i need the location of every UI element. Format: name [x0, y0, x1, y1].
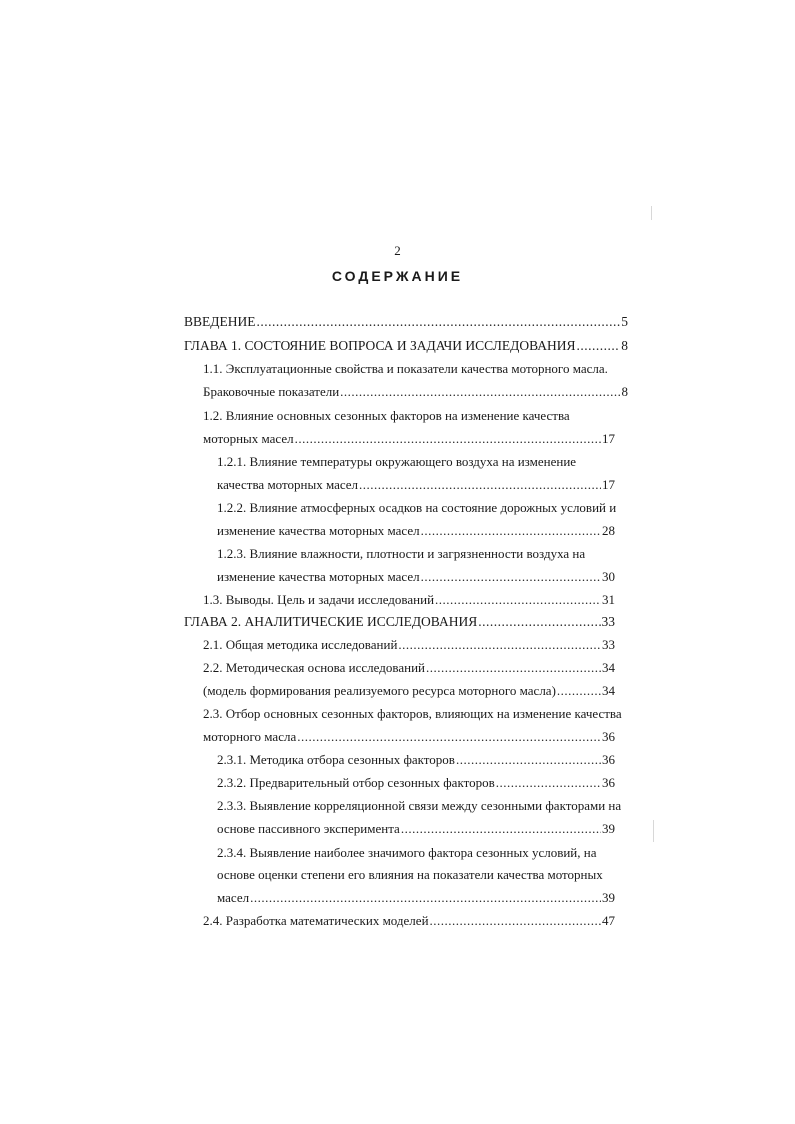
toc-dot-leader	[295, 431, 601, 447]
toc-dot-leader	[401, 821, 601, 837]
scan-artifact-mark	[653, 820, 654, 842]
toc-entry[interactable]	[203, 592, 615, 608]
toc-entry-text: 2.2. Методическая основа исследований	[203, 660, 425, 675]
toc-entry-text: 1.2.1. Влияние температуры окружающего воздуха на изменение	[217, 454, 577, 469]
toc-entry[interactable]	[184, 614, 615, 630]
toc-entry-text: (модель формирования реализуемого ресурса моторного масла)	[203, 683, 556, 698]
toc-entry-text: 1.2. Влияние основных сезонных факторов на изменение качества	[203, 408, 570, 423]
toc-entry-page: 34	[602, 660, 615, 675]
toc-dot-leader	[478, 614, 600, 630]
toc-entry[interactable]	[217, 775, 615, 791]
toc-entry-text: 2.1. Общая методика исследований	[203, 637, 398, 652]
toc-entry-text: 2.3.3. Выявление корреляционной связи между сезонными факторами на	[217, 798, 622, 813]
toc-entry[interactable]	[184, 314, 628, 330]
toc-entry[interactable]	[203, 706, 628, 722]
toc-dot-leader	[421, 523, 601, 539]
toc-entry-text: моторных масел	[203, 431, 294, 446]
toc-entry-text: 2.3. Отбор основных сезонных факторов, влияющих на изменение качества	[203, 706, 622, 721]
toc-entry-page: 36	[602, 775, 615, 790]
toc-entry-text: 1.2.2. Влияние атмосферных осадков на состояние дорожных условий и	[217, 500, 617, 515]
page-number: 2	[394, 243, 401, 258]
toc-entry-text: основе пассивного эксперимента	[217, 821, 400, 836]
toc-dot-leader	[577, 338, 621, 354]
toc-entry[interactable]	[217, 845, 615, 861]
toc-dot-leader	[421, 569, 601, 585]
toc-entry-text: ГЛАВА 1. СОСТОЯНИЕ ВОПРОСА И ЗАДАЧИ ИССЛЕДОВАНИЯ	[184, 338, 576, 353]
toc-entry-page: 36	[602, 729, 615, 744]
toc-entry[interactable]	[217, 752, 615, 768]
toc-entry-page: 39	[602, 821, 615, 836]
toc-entry[interactable]	[203, 913, 615, 929]
toc-entry[interactable]	[217, 500, 615, 516]
toc-entry[interactable]	[217, 821, 615, 837]
toc-entry[interactable]	[217, 477, 615, 493]
toc-dot-leader	[430, 913, 601, 929]
toc-dot-leader	[435, 592, 601, 608]
toc-entry[interactable]	[217, 798, 622, 814]
toc-entry-page: 8	[621, 338, 628, 353]
toc-dot-leader	[256, 314, 620, 330]
toc-entry[interactable]	[203, 637, 615, 653]
toc-entry[interactable]	[203, 729, 615, 745]
toc-dot-leader	[456, 752, 601, 768]
toc-entry-page: 17	[602, 431, 615, 446]
toc-entry-page: 28	[602, 523, 615, 538]
toc-entry[interactable]	[217, 546, 615, 562]
toc-entry[interactable]	[203, 683, 615, 699]
toc-entry-page: 36	[602, 752, 615, 767]
toc-entry-text: Браковочные показатели	[203, 384, 340, 399]
toc-entry-page: 34	[602, 683, 615, 698]
toc-entry-page: 39	[602, 890, 615, 905]
toc-entry[interactable]	[203, 408, 628, 424]
toc-entry-text: изменение качества моторных масел	[217, 523, 420, 538]
toc-dot-leader	[297, 729, 601, 745]
toc-entry-text: основе оценки степени его влияния на показатели качества моторных	[217, 867, 603, 882]
toc-dot-leader	[557, 683, 601, 699]
toc-entry[interactable]	[217, 523, 615, 539]
toc-entry-text: качества моторных масел	[217, 477, 359, 492]
toc-dot-leader	[426, 660, 601, 676]
toc-entry-page: 5	[621, 314, 628, 329]
toc-entry[interactable]	[217, 569, 615, 585]
toc-dot-leader	[398, 637, 601, 653]
toc-entry-text: 2.3.2. Предварительный отбор сезонных факторов	[217, 775, 495, 790]
toc-entry-text: 2.3.4. Выявление наиболее значимого фактора сезонных условий, на	[217, 845, 597, 860]
toc-entry-text: моторного масла	[203, 729, 297, 744]
toc-entry-text: 2.4. Разработка математических моделей	[203, 913, 429, 928]
toc-entry[interactable]	[203, 431, 615, 447]
toc-dot-leader	[359, 477, 601, 493]
toc-entry-page: 33	[602, 637, 615, 652]
toc-entry-page: 33	[601, 614, 615, 629]
toc-entry-text: 1.1. Эксплуатационные свойства и показатели качества моторного масла.	[203, 361, 608, 376]
toc-dot-leader	[340, 384, 620, 400]
toc-entry-text: 1.2.3. Влияние влажности, плотности и загрязненности воздуха на	[217, 546, 586, 561]
toc-entry[interactable]	[217, 867, 615, 883]
toc-dot-leader	[250, 890, 601, 906]
toc-entry-page: 31	[602, 592, 615, 607]
toc-entry[interactable]	[217, 454, 615, 470]
toc-entry-text: изменение качества моторных масел	[217, 569, 420, 584]
toc-entry-page: 30	[602, 569, 615, 584]
toc-entry-text: 1.3. Выводы. Цель и задачи исследований	[203, 592, 435, 607]
toc-dot-leader	[496, 775, 601, 791]
toc-entry-text: 2.3.1. Методика отбора сезонных факторов	[217, 752, 455, 767]
toc-entry-page: 47	[602, 913, 615, 928]
toc-entry-page: 17	[602, 477, 615, 492]
toc-entry[interactable]	[217, 890, 615, 906]
toc-entry-text: ГЛАВА 2. АНАЛИТИЧЕСКИЕ ИССЛЕДОВАНИЯ	[184, 614, 478, 629]
toc-entry-text: ВВЕДЕНИЕ	[184, 314, 256, 329]
scan-artifact-mark	[651, 206, 652, 220]
toc-entry[interactable]	[203, 660, 615, 676]
toc-entry[interactable]	[203, 361, 628, 377]
toc-entry[interactable]	[203, 384, 628, 400]
toc-title: СОДЕРЖАНИЕ	[331, 268, 464, 284]
toc-entry-page: 8	[621, 384, 628, 399]
toc-entry[interactable]	[184, 338, 628, 354]
toc-entry-text: масел	[217, 890, 250, 905]
